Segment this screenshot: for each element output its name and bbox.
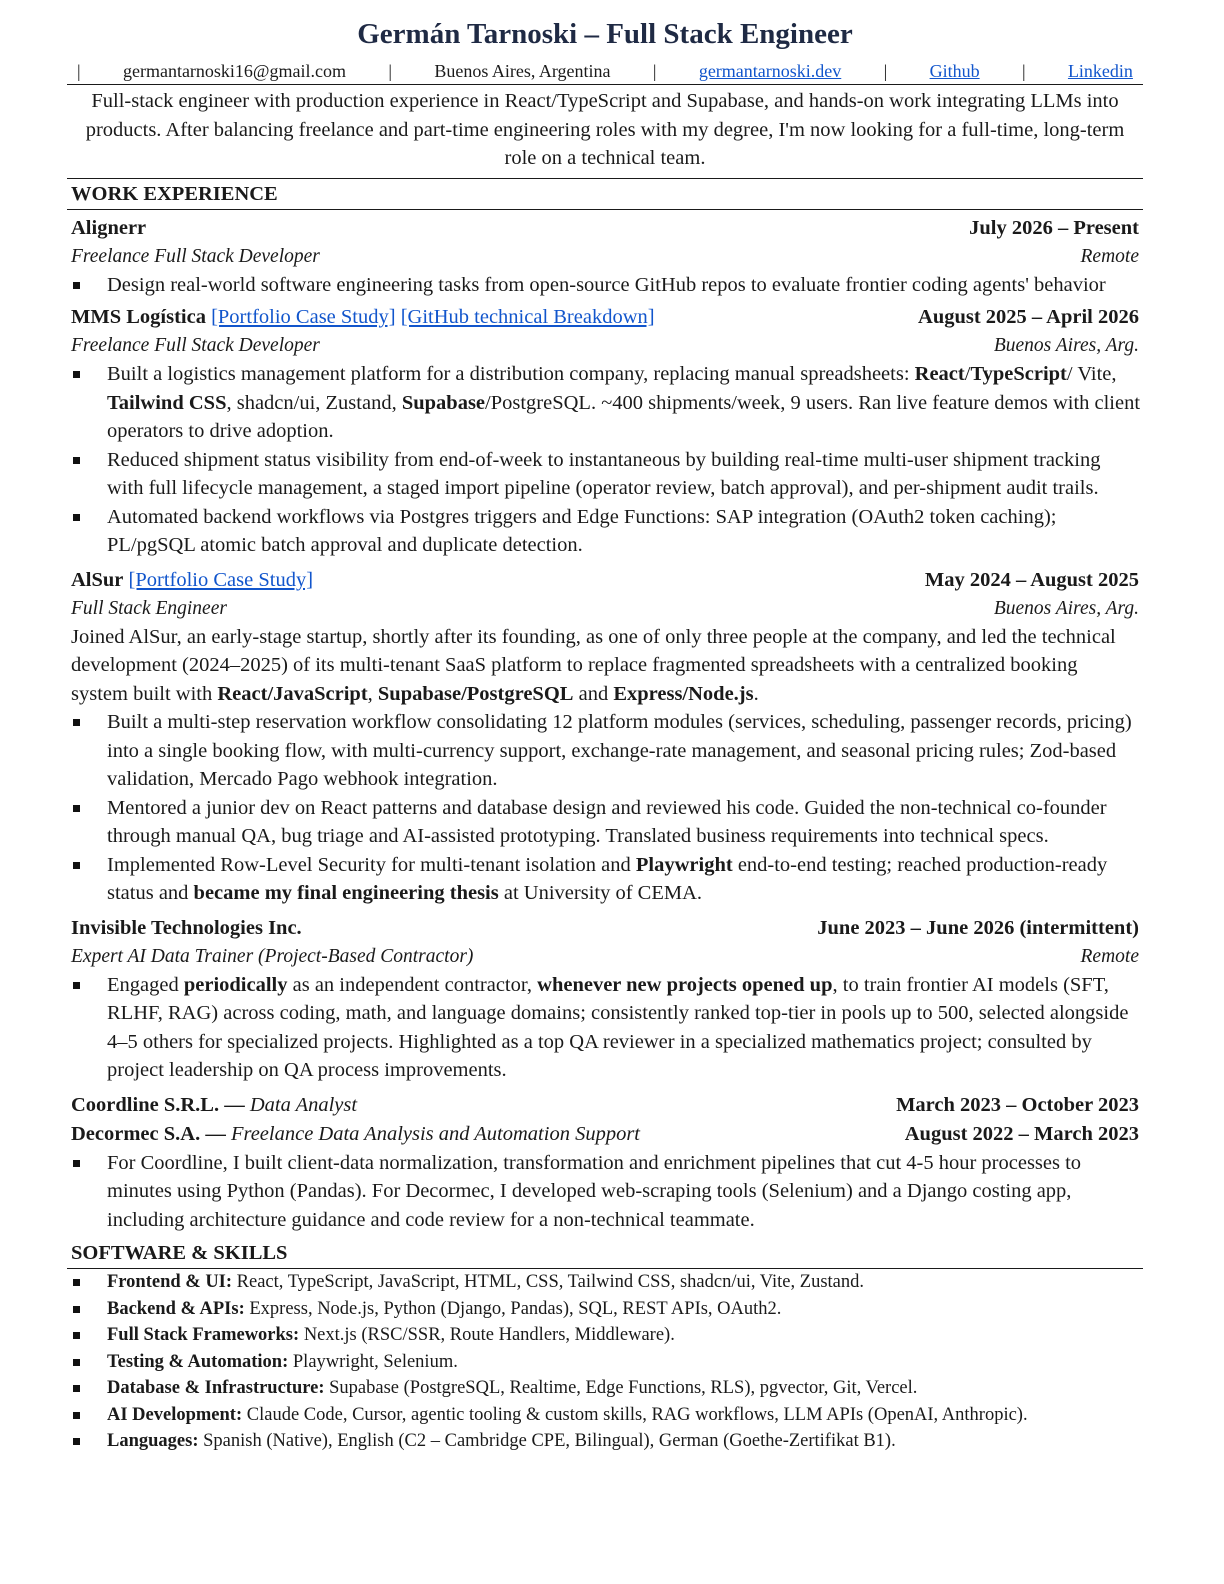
separator: | [77,60,81,81]
bullet-list [67,971,1143,1085]
contact-bar [67,58,1143,84]
role-location: Remote [1080,945,1139,967]
resume-name: Germán Tarnoski – Full Stack Engineer [357,18,853,50]
skill-item: Frontend & UI: React, TypeScript, JavaScript, HTML, CSS, Tailwind CSS, shadcn/ui, Vite, Zustand. [67,1269,1143,1296]
skills-list [67,1269,1143,1455]
role-title: Expert AI Data Trainer (Project-Based Contractor) [71,945,474,967]
header-divider [67,84,1143,85]
entry-date: August 2022 – March 2023 [904,1122,1139,1145]
bullet-item: Design real-world software engineering tasks from open-source GitHub repos to evaluate frontier coding agents' behavior [67,271,1143,300]
section-title-work: WORK EXPERIENCE [71,182,278,205]
role-title: Freelance Full Stack Developer [71,335,320,356]
github-link[interactable]: Github [929,60,980,81]
entry-date: June 2023 – June 2026 (intermittent) [817,916,1139,939]
bullet-item: Reduced shipment status visibility from end-of-week to instantaneous by building real-time multi-user shipment tracking with full lifecycle management, a staged import pipeline (operator review, batch approval), and per-shipment audit trails. [67,446,1143,503]
location-text: Buenos Aires, Argentina [434,60,611,81]
skill-item: Database & Infrastructure: Supabase (PostgreSQL, Realtime, Edge Functions, RLS), pgvector, Git, Vercel. [67,1375,1143,1402]
entry-header [67,914,1143,943]
bullet-item: Engaged periodically as an independent contractor, whenever new projects opened up, to train frontier AI models (SFT, RLHF, RAG) across coding, math, and language domains; consistently ranked top-tier in pools up to 500, selected alongside 4–5 others for specialized projects. Highlighted as a top QA reviewer in a specialized mathematics project; consulted by project leadership on QA process improvements. [67,971,1143,1085]
bullet-item: Implemented Row-Level Security for multi-tenant isolation and Playwright end-to-end testing; reached production-ready status and became my final engineering thesis at University of CEMA. [67,851,1143,908]
role-title: Freelance Data Analysis and Automation Support [230,1122,640,1145]
entry-header [67,1120,1143,1149]
bullet-item: Automated backend workflows via Postgres triggers and Edge Functions: SAP integration (OAuth2 token caching); PL/pgSQL atomic batch approval and duplicate detection. [67,503,1143,560]
separator: | [652,60,657,81]
bullet-item: Mentored a junior dev on React patterns and database design and reviewed his code. Guided the non-technical co-founder through manual QA, bug triage and AI-assisted prototyping. Translated business requirements into technical specs. [67,794,1143,851]
entry-date: March 2023 – October 2023 [896,1093,1139,1116]
entry-subheader [67,595,1143,623]
separator: | [388,60,392,81]
company-name: Invisible Technologies Inc. [71,916,302,939]
company-name: Decormec S.A. — [71,1122,231,1145]
company-name: Coordline S.R.L. — [71,1093,250,1116]
entry-header [67,1091,1143,1120]
entry-header [67,303,1143,332]
entry-header [67,566,1143,595]
company-name: Alignerr [71,216,147,239]
role-location: Remote [1080,245,1139,267]
bullet-list [67,708,1143,908]
role-title: Full Stack Engineer [71,597,227,619]
skill-item: Languages: Spanish (Native), English (C2 – Cambridge CPE, Bilingual), German (Goethe-Zertifikat B1). [67,1428,1143,1455]
section-divider [67,209,1143,210]
bullet-item: Built a multi-step reservation workflow consolidating 12 platform modules (services, scheduling, passenger records, pricing) into a single booking flow, with multi-currency support, exchange-rate management, and seasonal pricing rules; Zod-based validation, Mercado Pago webhook integration. [67,708,1143,794]
website-link[interactable]: germantarnoski.dev [698,60,842,81]
skill-item: AI Development: Claude Code, Cursor, agentic tooling & custom skills, RAG workflows, LLM APIs (OpenAI, Anthropic). [67,1402,1143,1429]
entry-subheader [67,943,1143,971]
role-location: Buenos Aires, Arg. [993,597,1139,619]
entry-description: Joined AlSur, an early-stage startup, shortly after its founding, as one of only three people at the company, and led the technical development (2024–2025) of its multi-tenant SaaS platform to replace fragmented spreadsheets with a centralized booking system built with React/JavaScript, Supabase/PostgreSQL and Express/Node.js. [71,625,1116,705]
entry-header [67,214,1143,243]
entry-date: July 2026 – Present [969,216,1139,239]
email-text: germantarnoski16@gmail.com [122,60,346,81]
role-title: Data Analyst [249,1093,358,1116]
entry-date: May 2024 – August 2025 [924,568,1139,591]
bullet-list [67,271,1143,300]
entry-subheader [67,243,1143,271]
bullet-list [67,1149,1143,1235]
portfolio-case-study-link[interactable]: [Portfolio Case Study] [211,306,396,328]
skill-item: Testing & Automation: Playwright, Selenium. [67,1349,1143,1376]
bullet-item: For Coordline, I built client-data normalization, transformation and enrichment pipelines that cut 4-5 hour processes to minutes using Python (Pandas). For Decormec, I developed web-scraping tools (Selenium) and a Django costing app, including architecture guidance and code review for a non-technical teammate. [67,1149,1143,1235]
separator: | [883,60,888,81]
company-name: AlSur [71,568,124,591]
summary-text: Full-stack engineer with production experience in React/TypeScript and Supabase, and hands-on work integrating LLMs into products. After balancing freelance and part-time engineering roles with my degree, I'm now looking for a full-time, long-term role on a technical team. [85,90,1125,169]
company-name: MMS Logística [71,306,206,328]
portfolio-case-study-link[interactable]: [Portfolio Case Study] [128,568,314,591]
bullet-item: Built a logistics management platform for a distribution company, replacing manual spreadsheets: React/TypeScript/ Vite, Tailwind CSS, shadcn/ui, Zustand, Supabase/PostgreSQL. ~400 shipments/week, 9 users. Ran live feature demos with client operators to drive adoption. [67,360,1143,446]
entry-date: August 2025 – April 2026 [918,306,1139,328]
role-location: Buenos Aires, Arg. [993,335,1139,356]
skill-item: Full Stack Frameworks: Next.js (RSC/SSR, Route Handlers, Middleware). [67,1322,1143,1349]
linkedin-link[interactable]: Linkedin [1067,60,1133,81]
section-title-skills: SOFTWARE & SKILLS [71,1242,288,1264]
bullet-list [67,360,1143,560]
role-title: Freelance Full Stack Developer [71,245,320,267]
github-breakdown-link[interactable]: [GitHub technical Breakdown] [400,306,655,328]
skill-item: Backend & APIs: Express, Node.js, Python (Django, Pandas), SQL, REST APIs, OAuth2. [67,1296,1143,1323]
resume-page [67,0,1143,1455]
entry-subheader [67,332,1143,360]
separator: | [1021,60,1026,81]
